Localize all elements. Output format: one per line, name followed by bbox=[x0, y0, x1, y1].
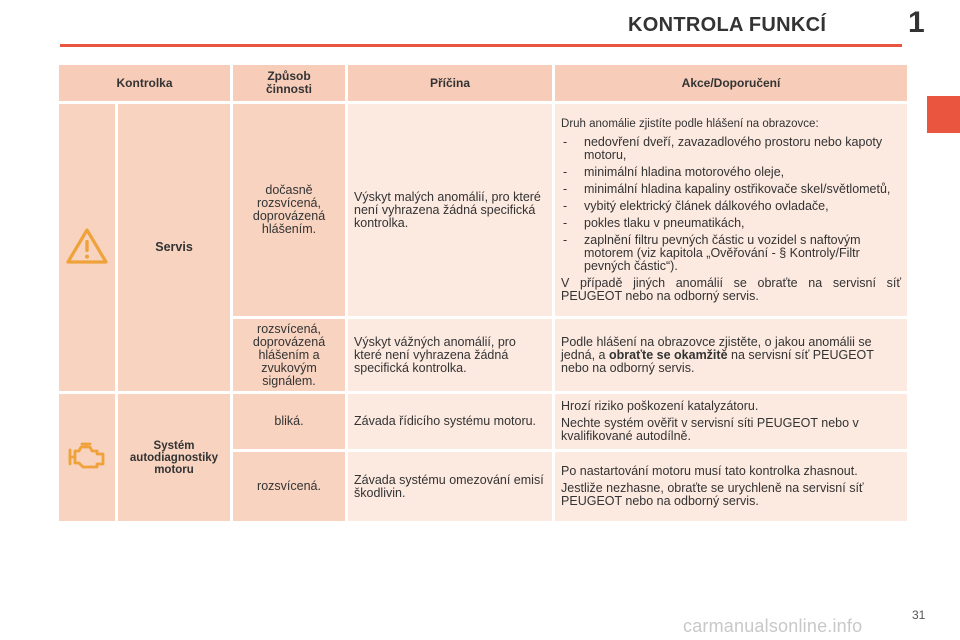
watermark: carmanualsonline.info bbox=[683, 616, 863, 636]
column-header-kontrolka: Kontrolka bbox=[59, 65, 230, 101]
mode-cell: dočasně rozsvícená, doprovázená hlášením. bbox=[233, 104, 345, 316]
list-item: - minimální hladina motorového oleje, bbox=[561, 166, 901, 179]
page-title: KONTROLA FUNKCÍ bbox=[628, 14, 827, 36]
action-cell bbox=[555, 104, 907, 316]
column-header-cause: Příčina bbox=[348, 65, 552, 101]
mode-cell: bliká. bbox=[233, 394, 345, 449]
list-item: - vybitý elektrický článek dálkového ovladače, bbox=[561, 200, 901, 213]
warning-lights-table bbox=[56, 62, 910, 524]
action-cell: Hrozí riziko poškození katalyzátoru. Nechte systém ověřit v servisní síti PEUGEOT nebo v kvalifikované autodílně. bbox=[555, 394, 907, 449]
anomaly-list bbox=[561, 136, 901, 273]
engine-icon bbox=[66, 461, 108, 475]
list-item: - minimální hladina kapaliny ostřikovače skel/světlometů, bbox=[561, 183, 901, 196]
action-outro: V případě jiných anomálií se obraťte na servisní síť PEUGEOT nebo na odborný servis. bbox=[561, 275, 902, 303]
action-cell: Po nastartování motoru musí tato kontrolka zhasnout. Jestliže nezhasne, obraťte se urychleně na servisní síť PEUGEOT nebo na odborný servis. bbox=[555, 452, 907, 521]
diag-icon-cell bbox=[59, 394, 115, 521]
list-item: - pokles tlaku v pneumatikách, bbox=[561, 217, 901, 230]
column-header-action: Akce/Doporučení bbox=[555, 65, 907, 101]
header-rule bbox=[60, 44, 902, 47]
mode-cell: rozsvícená, doprovázená hlášením a zvukovým signálem. bbox=[233, 319, 345, 391]
servis-icon-cell bbox=[59, 104, 115, 391]
list-item: - zaplnění filtru pevných částic u vozidel s naftovým motorem (viz kapitola „Ověřování - § Kontroly/Filtr pevných částic“). bbox=[561, 234, 901, 273]
list-item: - nedovření dveří, zavazadlového prostoru nebo kapoty motoru, bbox=[561, 136, 901, 162]
diag-label: Systém autodiagnostiky motoru bbox=[118, 394, 230, 521]
table-row bbox=[59, 394, 907, 449]
cause-cell: Závada řídicího systému motoru. bbox=[348, 394, 552, 449]
action-intro: Druh anomálie zjistíte podle hlášení na obrazovce: bbox=[561, 117, 819, 130]
page-number: 31 bbox=[912, 608, 926, 622]
chapter-number: 1 bbox=[908, 6, 925, 39]
cause-cell: Výskyt malých anomálií, pro které není vyhrazena žádná specifická kontrolka. bbox=[348, 104, 552, 316]
table-row bbox=[59, 104, 907, 316]
chapter-side-tab bbox=[927, 96, 960, 133]
servis-label: Servis bbox=[118, 104, 230, 391]
cause-cell: Závada systému omezování emisí škodlivin. bbox=[348, 452, 552, 521]
action-emphasis: obraťte se okamžitě bbox=[608, 347, 728, 362]
column-header-mode: Způsob činnosti bbox=[233, 65, 345, 101]
cause-cell: Výskyt vážných anomálií, pro které není vyhrazena žádná specifická kontrolka. bbox=[348, 319, 552, 391]
warning-triangle-icon bbox=[65, 254, 109, 268]
action-cell: Podle hlášení na obrazovce zjistěte, o jakou anomálii se jedná, a obraťte se okamžitě na servisní síť PEUGEOT nebo na odborný servis. bbox=[555, 319, 907, 391]
mode-cell: rozsvícená. bbox=[233, 452, 345, 521]
